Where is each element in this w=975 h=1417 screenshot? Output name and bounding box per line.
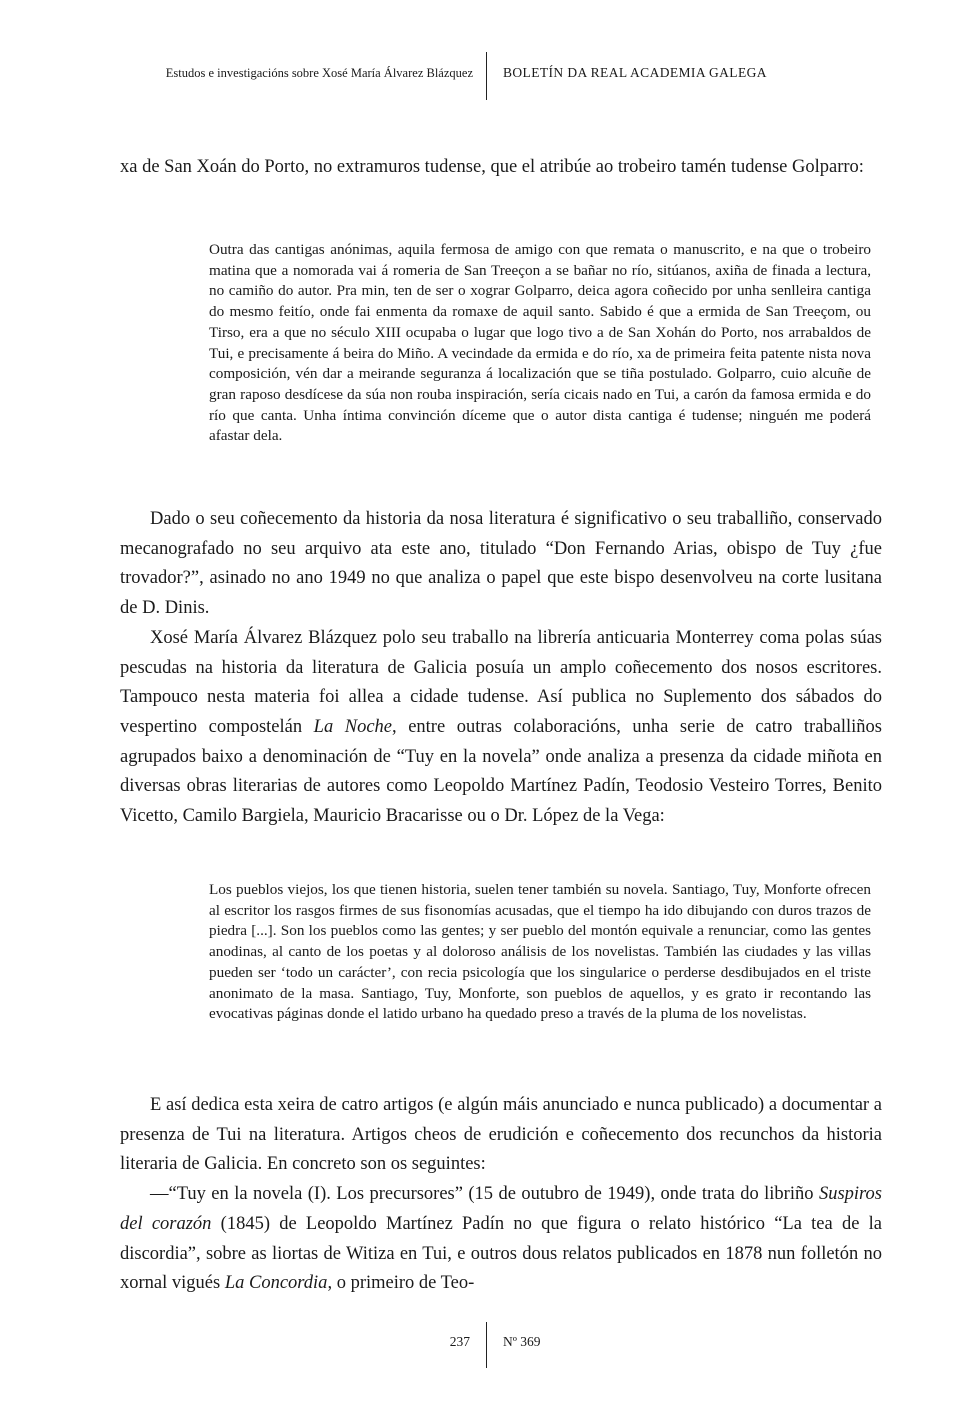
block-quote-pueblos — [209, 880, 871, 1025]
paragraph-articles — [120, 1091, 882, 1299]
paragraph-text: E así dedica esta xeira de catro artigos (e algún máis anunciado e nunca publicado) a documentar a presenza de Tui na literatura. Artigos cheos de erudición e coñecemento dos recunchos da historia literaria de Galicia. En concreto son os seguintes: — [120, 1095, 882, 1175]
paragraph-continuation — [120, 153, 882, 183]
paragraph-don-fernando — [120, 505, 882, 832]
header-section-title: Estudos e investigacións sobre Xosé María Álvarez Blázquez — [165, 66, 473, 80]
block-quote-golparro — [209, 240, 871, 447]
footer-divider — [486, 1322, 487, 1368]
italic-title: La Noche — [313, 716, 393, 737]
issue-number: Nº 369 — [503, 1334, 541, 1349]
paragraph-tuy-en-la-novela: Xosé María Álvarez Blázquez polo seu traballo na librería anticuaria Monterrey coma polas súas pescudas na historia da literatura de Galicia posuía un amplo coñecemento dos nosos escritores. Tampouco nesta materia foi allea a cidade tudense. Así publica no Suplemento dos sábados do vespertino compostelán La Noche, entre outras colaboracións, unha serie de catro traballiños agrupados baixo a denominación de “Tuy en la novela” onde analiza a presenza da cidade miñota en diversas obras literarias de autores como Leopoldo Martínez Padín, Teodosio Vesteiro Torres, Benito Vicetto, Camilo Bargiela, Mauricio Bracarisse ou o Dr. López de la Vega: — [120, 627, 882, 827]
quote-text: Outra das cantigas anónimas, aquila fermosa de amigo con que remata o manuscrito, e na que o trobeiro matina que a nomorada vai á romeria de San Treeçon a se bañar no río, sitúanos, axiña de finada a lectura, no camiño do autor. Pra min, ten de ser o xograr Golparro, deica agora coñecido por unha senlleira cantiga do mesmo feitío, onde fai enmenta da romaxe de aquil santo. Sabido é que a ermida de San Treeçom, ou Tirso, era a que no século XIII ocupaba o lugar que logo tivo a de San Xohán do Porto, nos arrabaldos de Tui, e precisamente á beira do Miño. A vecindade da ermida e do río, xa de primeira feita patente nista nova composición, vén dar a meirande seguranza á localización que se tiña postulado. Golparro, cuio alcuñe de gran raposo desdícese da súa non rouba inspiración, sería cicais nado en Tui, a carón da famosa ermida e do río que canta. Unha íntima convinción díceme que o autor dista cantiga é tudense; ninguén me poderá afastar dela. — [209, 241, 871, 445]
list-entry-precursores: —“Tuy en la novela (I). Los precursores” (15 de outubro de 1949), onde trata do libriño Suspiros del corazón (1845) de Leopoldo Martínez Padín no que figura o relato histórico “La tea de la discordia”, sobre as liortas de Witiza en Tui, e outros dous relatos publicados en 1878 nun folletón no xornal vigués La Concordia, o primeiro de Teo- — [120, 1184, 882, 1294]
page-number: 237 — [449, 1334, 470, 1349]
running-header — [0, 52, 975, 100]
running-footer — [0, 1322, 975, 1370]
paragraph-text: Dado o seu coñecemento da historia da nosa literatura é significativo o seu traballiño, conservado mecanografado no seu arquivo ata este ano, titulado “Don Fernando Arias, obispo de Tuy ¿fue trovador?”, asinado no ano 1949 no que analiza o papel que este bispo desenvolveu na corte lusitana de D. Dinis. — [120, 509, 882, 619]
italic-title: Suspiros del corazón — [120, 1184, 882, 1234]
italic-title: La Concordia — [224, 1273, 328, 1294]
quote-text: Los pueblos viejos, los que tienen historia, suelen tener también su novela. Santiago, Tuy, Monforte ofrecen al escritor los rasgos firmes de sus fisonomías acusadas, que el tiempo ha ido dibujando con duros trazos de piedra [...]. Son los pueblos como las gentes; y ser pueblo del montón equivale a renunciar, como las gentes anodinas, al canto de los poetas y al doloroso análisis de los novelistas. También las ciudades y las villas pueden ser ‘todo un carácter’, con recia psicología que los singularice o perderse desdibujados en el triste anonimato de la masa. Santiago, Tuy, Monforte, son pueblos de aquellos, y es grato ir recontando las evocativas páginas donde el latido urbano ha quedado preso a través de la pluma de los novelistas. — [209, 881, 871, 1023]
header-journal-title: BOLETÍN DA REAL ACADEMIA GALEGA — [503, 65, 767, 80]
paragraph-text: xa de San Xoán do Porto, no extramuros tudense, que el atribúe ao trobeiro tamén tudense Golparro: — [120, 157, 864, 177]
header-divider — [486, 52, 487, 100]
